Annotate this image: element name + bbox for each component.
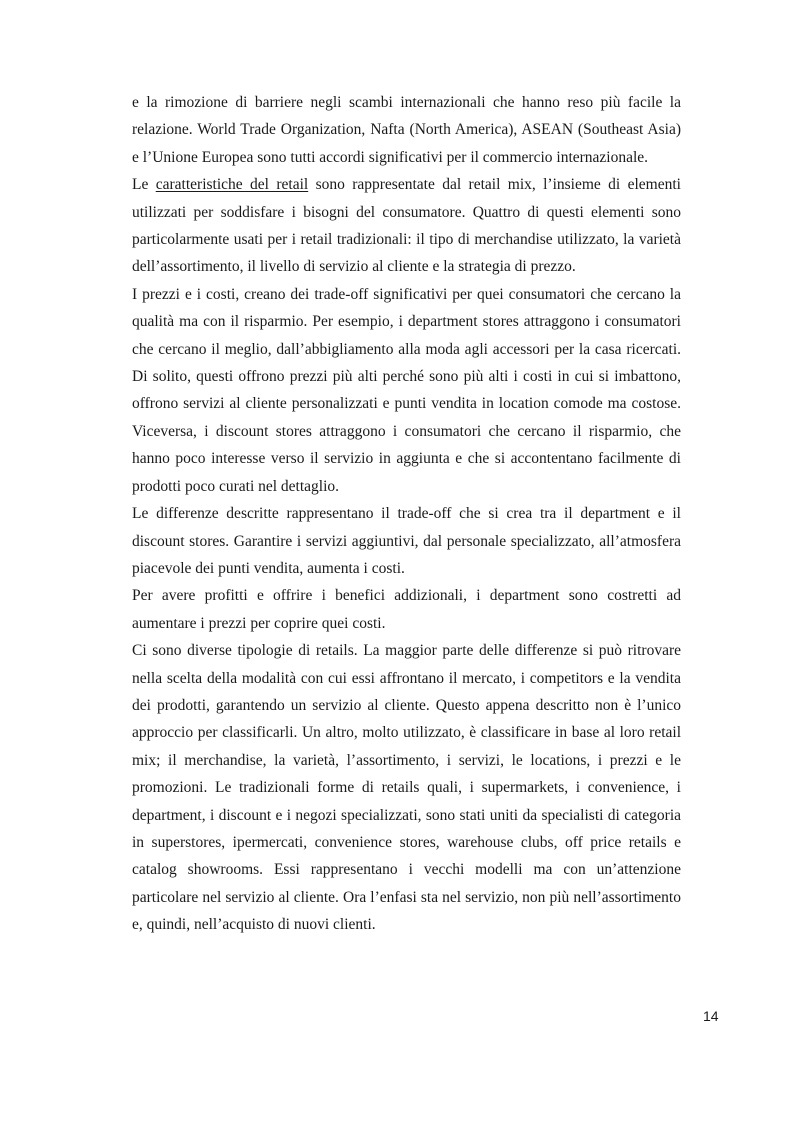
paragraph-prices-costs: I prezzi e i costi, creano dei trade-off significativi per quei consumatori che cercano la qualità ma con il risparmio. Per esempio, i department stores attraggono i consumatori che cercano il meglio, dall’abbigliamento alla moda agli accessori per la casa ricercati. Di solito, questi offrono prezzi più alti perché sono più alti i costi in cui si imbattono, offrono servizi al cliente personalizzati e punti vendita in location comode ma costose. Viceversa, i discount stores attraggono i consumatori che cercano il risparmio, che hanno poco interesse verso il servizio in aggiunta e che si accontentano facilmente di prodotti poco curati nel dettaglio. — [132, 285, 681, 495]
paragraph-differences: Le differenze descritte rappresentano il trade-off che si crea tra il department e il discount stores. Garantire i servizi aggiuntivi, dal personale specializzato, all’atmosfera piacevole dei punti vendita, aumenta i costi. — [132, 505, 681, 577]
paragraph-retail-characteristics — [132, 171, 681, 281]
paragraph-profits: Per avere profitti e offrire i benefici addizionali, i department sono costretti ad aumentare i prezzi per coprire quei costi. — [132, 587, 681, 632]
paragraph-prefix: Le — [132, 176, 156, 194]
underlined-term: caratteristiche del retail — [155, 176, 309, 194]
paragraph-trade-agreements: e la rimozione di barriere negli scambi internazionali che hanno reso più facile la relazione. World Trade Organization, Nafta (North America), ASEAN (Southeast Asia) e l’Unione Europea sono tutti accordi significativi per il commercio internazionale. — [132, 94, 681, 166]
paragraph-suffix: sono rappresentate dal retail mix, l’insieme di elementi utilizzati per soddisfare i bisogni del consumatore. Quattro di questi elementi sono particolarmente usati per i retail tradizionali: il tipo di merchandise utilizzato, la varietà dell’assortimento, il livello di servizio al cliente e la strategia di prezzo. — [132, 176, 681, 276]
paragraph-retail-types: Ci sono diverse tipologie di retails. La maggior parte delle differenze si può ritrovare nella scelta della modalità con cui essi affrontano il mercato, i competitors e la vendita dei prodotti, garantendo un servizio al cliente. Questo appena descritto non è l’unico approccio per classificarli. Un altro, molto utilizzato, è classificare in base al loro retail mix; il merchandise, la varietà, l’assortimento, i servizi, le locations, i prezzi e le promozioni. Le tradizionali forme di retails quali, i supermarkets, i convenience, i department, i discount e i negozi specializzati, sono stati uniti da specialisti di categoria in superstores, ipermercati, convenience stores, warehouse clubs, off price retails e catalog showrooms. Essi rappresentano i vecchi modelli ma con un’attenzione particolare nel servizio al cliente. Ora l’enfasi sta nel servizio, non più nell’assortimento e, quindi, nell’acquisto di nuovi clienti. — [132, 642, 681, 934]
document-body — [132, 89, 681, 939]
page-number: 14 — [703, 1008, 719, 1024]
